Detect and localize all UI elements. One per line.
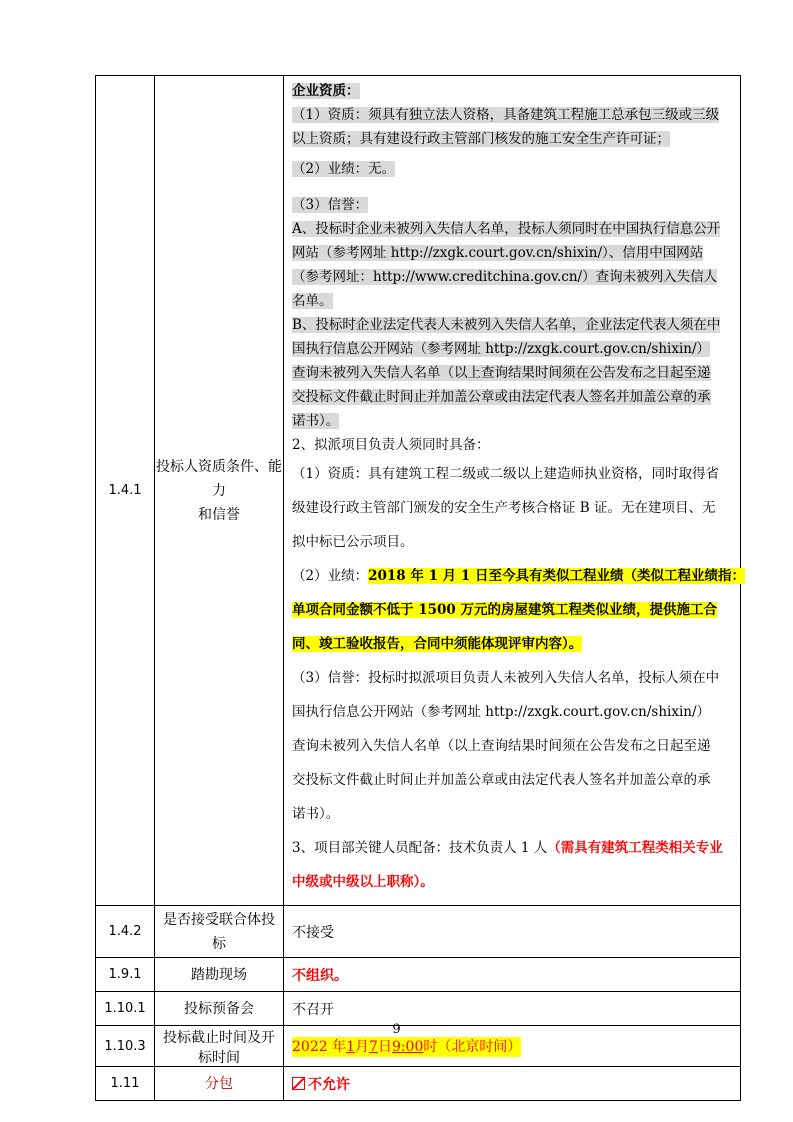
text-line: 交投标文件截止时间止并加盖公章或由法定代表人签名并加盖公章的承: [292, 389, 711, 405]
row-1-10-1: [96, 992, 741, 1026]
clause-number: 1.4.2: [96, 906, 155, 958]
highlighted-text: 2018 年 1 月 1 日至今具有类似工程业绩（类似工程业绩指：: [368, 568, 745, 584]
row-1-4-1: [96, 76, 741, 906]
text-line: 网站（参考网址 http://zxgk.court.gov.cn/shixin/）、信用中国网站: [292, 245, 704, 261]
text-line: 拟中标已公示项目。: [292, 534, 414, 550]
text-line: （1）资质：须具有独立法人资格，具备建筑工程施工总承包三级或三级: [292, 107, 720, 123]
text-line: （参考网址：http://www.creditchina.gov.cn/）查询未被列入失信人: [292, 269, 718, 285]
text-line: 以上资质；具有建设行政主管部门核发的施工安全生产许可证；: [292, 131, 670, 147]
clause-value: 不组织。: [284, 958, 741, 992]
text-line: （3）信誉：投标时拟派项目负责人未被列入失信人名单，投标人须在中: [292, 670, 720, 686]
deadline-day: 7: [369, 1039, 378, 1055]
text-line: 级建设行政主管部门颁发的安全生产考核合格证 B 证。无在建项目、无: [292, 500, 716, 516]
text-line: 交投标文件截止时间止并加盖公章或由法定代表人签名并加盖公章的承: [292, 772, 711, 788]
text-line: B、投标时企业法定代表人未被列入失信人名单，企业法定代表人须在中: [292, 317, 721, 333]
crossed-checkbox-icon: [292, 1077, 305, 1090]
text-line: 2、拟派项目负责人须同时具备：: [292, 437, 490, 453]
highlighted-text: 同、竣工验收报告，合同中须能体现评审内容）。: [292, 636, 583, 652]
qualification-content: [284, 76, 745, 906]
subcontract-value: 不允许: [308, 1076, 350, 1093]
text-line: 查询未被列入失信人名单（以上查询结果时间须在公告发布之日起至递: [292, 738, 711, 754]
clause-label: 踏勘现场: [155, 958, 284, 992]
text-line: （2）业绩：: [292, 568, 369, 584]
clause-value: 不接受: [284, 906, 741, 958]
row-1-9-1: [96, 958, 741, 992]
text-line: 诺书）。: [292, 413, 340, 429]
text-line: 企业资质：: [292, 83, 360, 99]
text-line: A、投标时企业未被列入失信人名单，投标人须同时在中国执行信息公开: [292, 221, 721, 237]
text-line: 查询未被列入失信人名单（以上查询结果时间须在公告发布之日起至递: [292, 365, 711, 381]
deadline-month: 1: [346, 1039, 356, 1055]
label-line: 投标人资质条件、能: [156, 458, 282, 475]
label-line: 和信誉: [198, 506, 240, 523]
text-line: 国执行信息公开网站（参考网址 http://zxgk.court.gov.cn/shixin/）: [292, 704, 711, 720]
clause-label: [155, 76, 284, 906]
text-line: （1）资质：具有建筑工程二级或二级以上建造师执业资格，同时取得省: [292, 466, 720, 482]
clause-label: 分包: [155, 1067, 284, 1101]
deadline-time: 9:00: [391, 1039, 424, 1055]
label-line: 标: [212, 935, 226, 952]
clause-value: 不召开: [284, 992, 741, 1026]
tender-info-table: [95, 75, 745, 1101]
clause-number: 1.9.1: [96, 958, 155, 992]
clause-number: 1.11: [96, 1067, 155, 1101]
clause-value: [284, 1067, 741, 1101]
label-line: 是否接受联合体投: [163, 911, 275, 928]
clause-label: 投标预备会: [155, 992, 284, 1026]
clause-label: [155, 906, 284, 958]
clause-number: 1.10.3: [96, 1026, 155, 1067]
clause-number: 1.4.1: [96, 76, 155, 906]
text-line: 名单。: [292, 293, 333, 309]
deadline-day-unit: 日: [377, 1039, 392, 1055]
row-1-11: [96, 1067, 741, 1101]
deadline-highlight: [292, 1037, 521, 1057]
text-line: 诺书）。: [292, 806, 340, 822]
page-number: 9: [392, 1022, 401, 1037]
label-line: 标时间: [198, 1050, 240, 1066]
label-line: 力: [212, 482, 226, 499]
deadline-year: 2022 年: [292, 1039, 347, 1055]
text-line: （2）业绩：无。: [292, 161, 396, 177]
highlighted-text: 单项合同金额不低于 1500 万元的房屋建筑工程类似业绩，提供施工合: [292, 602, 717, 618]
deadline-tail: 时（北京时间）: [423, 1039, 522, 1055]
text-line: 国执行信息公开网站（参考网址 http://zxgk.court.gov.cn/shixin/）: [292, 341, 711, 357]
red-text: 中级或中级以上职称）。: [292, 874, 434, 890]
text-line: 3、项目部关键人员配备：技术负责人 1 人: [292, 840, 548, 856]
deadline-month-unit: 月: [355, 1039, 370, 1055]
row-1-4-2: [96, 906, 741, 958]
clause-number: 1.10.1: [96, 992, 155, 1026]
text-line: （3）信誉：: [292, 197, 369, 213]
red-text: （需具有建筑工程类相关专业: [547, 840, 723, 856]
label-line: 投标截止时间及开: [163, 1030, 275, 1046]
